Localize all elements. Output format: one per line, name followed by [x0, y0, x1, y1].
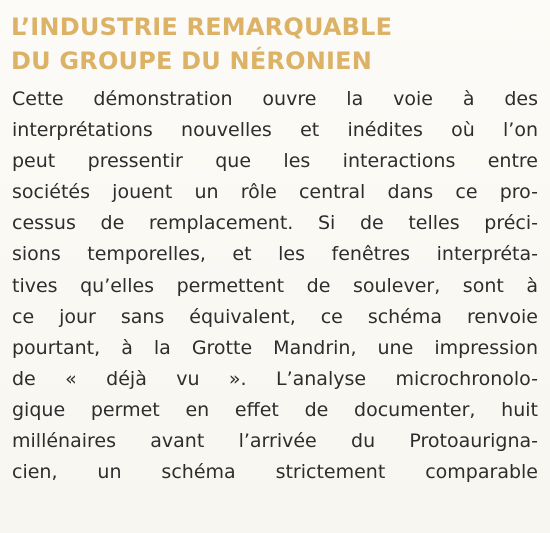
- body-line-5: cessus de remplacement. Si de telles préci-: [12, 212, 538, 235]
- body-paragraph: [12, 84, 538, 488]
- body-line-11: gique permet en effet de documenter, huit: [12, 398, 538, 421]
- body-line-2: interprétations nouvelles et inédites où l’on: [12, 119, 538, 142]
- body-line-3: peut pressentir que les interactions entre: [12, 150, 538, 173]
- body-line-8: ce jour sans équivalent, ce schéma renvoie: [12, 305, 538, 328]
- body-line-10: de « déjà vu ». L’analyse microchronolo-: [12, 367, 538, 390]
- body-line-7: tives qu’elles permettent de soulever, sont à: [12, 274, 538, 297]
- heading-line-2: DU GROUPE DU NÉRONIEN: [11, 47, 373, 75]
- body-line-9: pourtant, à la Grotte Mandrin, une impression: [12, 336, 538, 359]
- body-line-1: Cette démonstration ouvre la voie à des: [12, 88, 538, 110]
- section-heading: [11, 10, 531, 78]
- body-line-12: millénaires avant l’arrivée du Protoaurigna-: [12, 430, 538, 453]
- heading-line-1: L’INDUSTRIE REMARQUABLE: [11, 13, 393, 41]
- body-line-4: sociétés jouent un rôle central dans ce pro-: [12, 181, 538, 204]
- body-line-13: cien, un schéma strictement comparable: [12, 461, 538, 484]
- body-line-6: sions temporelles, et les fenêtres interpréta-: [12, 243, 538, 266]
